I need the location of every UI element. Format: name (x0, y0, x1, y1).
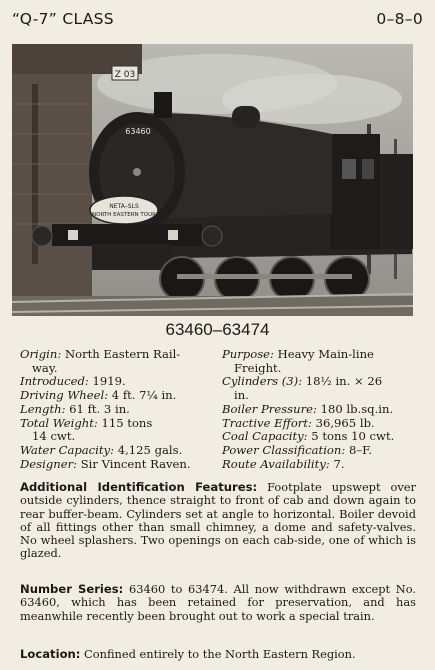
spec-origin (20, 348, 220, 375)
spec-cylinders (222, 375, 418, 402)
number-series-heading: Number Series: (20, 582, 124, 596)
spec-label: Designer: (20, 456, 78, 471)
number-series-text: 63460 to 63474. All now withdrawn except No. 63460, which has been retained for preservation, and has meanwhile recently been brought out to work a special train. (20, 582, 416, 623)
spec-value: Heavy Main-line (277, 347, 374, 361)
spec-value-cont: way. (32, 360, 58, 375)
spec-label: Boiler Pressure: (222, 401, 317, 416)
spec-route-availability (222, 458, 418, 472)
smokebox-number: 63460 (125, 127, 151, 136)
spec-label: Purpose: (222, 347, 274, 361)
spec-label: Total Weight: (20, 415, 98, 430)
spec-value: 7. (333, 456, 345, 471)
spec-label: Water Capacity: (20, 442, 115, 457)
spec-value: 8–F. (348, 442, 373, 457)
spec-label: Driving Wheel: (20, 388, 109, 403)
identification-features (20, 481, 416, 561)
spec-label: Tractive Effort: (222, 415, 312, 430)
spec-purpose (222, 348, 418, 375)
specs-left-column (20, 348, 220, 471)
sign-text: Z 03 (114, 70, 136, 80)
spec-label: Introduced: (20, 374, 89, 389)
spec-length (20, 403, 220, 417)
spec-value: 5 tons 10 cwt. (311, 429, 395, 444)
spec-value: North Eastern Rail- (64, 347, 181, 361)
location-text: Confined entirely to the North Eastern Region. (84, 647, 356, 661)
spec-designer (20, 458, 220, 472)
spec-value: 4 ft. 7¼ in. (111, 388, 177, 403)
spec-tractive-effort (222, 417, 418, 431)
spec-boiler-pressure (222, 403, 418, 417)
spec-label: Route Availability: (222, 456, 330, 471)
spec-value: 115 tons (101, 415, 153, 430)
spec-value: 36,965 lb. (315, 415, 375, 430)
headboard-line2: NORTH EASTERN TOUR (92, 212, 156, 218)
spec-label: Power Classification: (222, 442, 346, 457)
spec-coal-capacity (222, 430, 418, 444)
identification-text: Footplate upswept over outside cylinders, thence straight to front of cab and down again to rear buffer-beam. Cylinders set at angle to horizontal. Boiler devoid of all fittings other than small chimney, a dome and safety-valves. No wheel splashers. Two openings on each cab-side, one of which is glazed. (20, 480, 416, 561)
spec-total-weight (20, 417, 220, 444)
spec-value: 1919. (92, 374, 126, 389)
spec-label: Origin: (20, 347, 62, 361)
spec-value-cont: 14 cwt. (32, 429, 76, 444)
spec-value: 61 ft. 3 in. (69, 401, 130, 416)
spec-value: 18½ in. × 26 (305, 374, 383, 389)
spec-value-cont: in. (234, 388, 249, 403)
location-heading: Location: (20, 647, 81, 661)
spec-label: Cylinders (3): (222, 374, 303, 389)
spec-value: Sir Vincent Raven. (80, 456, 191, 471)
spec-label: Coal Capacity: (222, 429, 308, 444)
spec-value-cont: Freight. (234, 360, 282, 375)
spec-power-classification (222, 444, 418, 458)
class-name: “Q-7” CLASS (12, 10, 114, 28)
number-range: 63460–63474 (165, 320, 270, 339)
page-header (12, 8, 423, 32)
locomotive-photo (12, 44, 413, 316)
identification-heading: Additional Identification Features: (20, 480, 258, 494)
headboard-line1: NETA–SLS (109, 203, 139, 210)
spec-label: Length: (20, 401, 66, 416)
number-series (20, 583, 416, 623)
wheel-arrangement: 0–8–0 (376, 10, 423, 28)
specs-right-column (222, 348, 418, 471)
spec-value: 180 lb.sq.in. (320, 401, 394, 416)
locomotive-illustration (12, 44, 413, 316)
spec-introduced (20, 375, 220, 389)
location (20, 648, 416, 661)
spec-water-capacity (20, 444, 220, 458)
spec-driving-wheel (20, 389, 220, 403)
spec-value: 4,125 gals. (117, 442, 183, 457)
